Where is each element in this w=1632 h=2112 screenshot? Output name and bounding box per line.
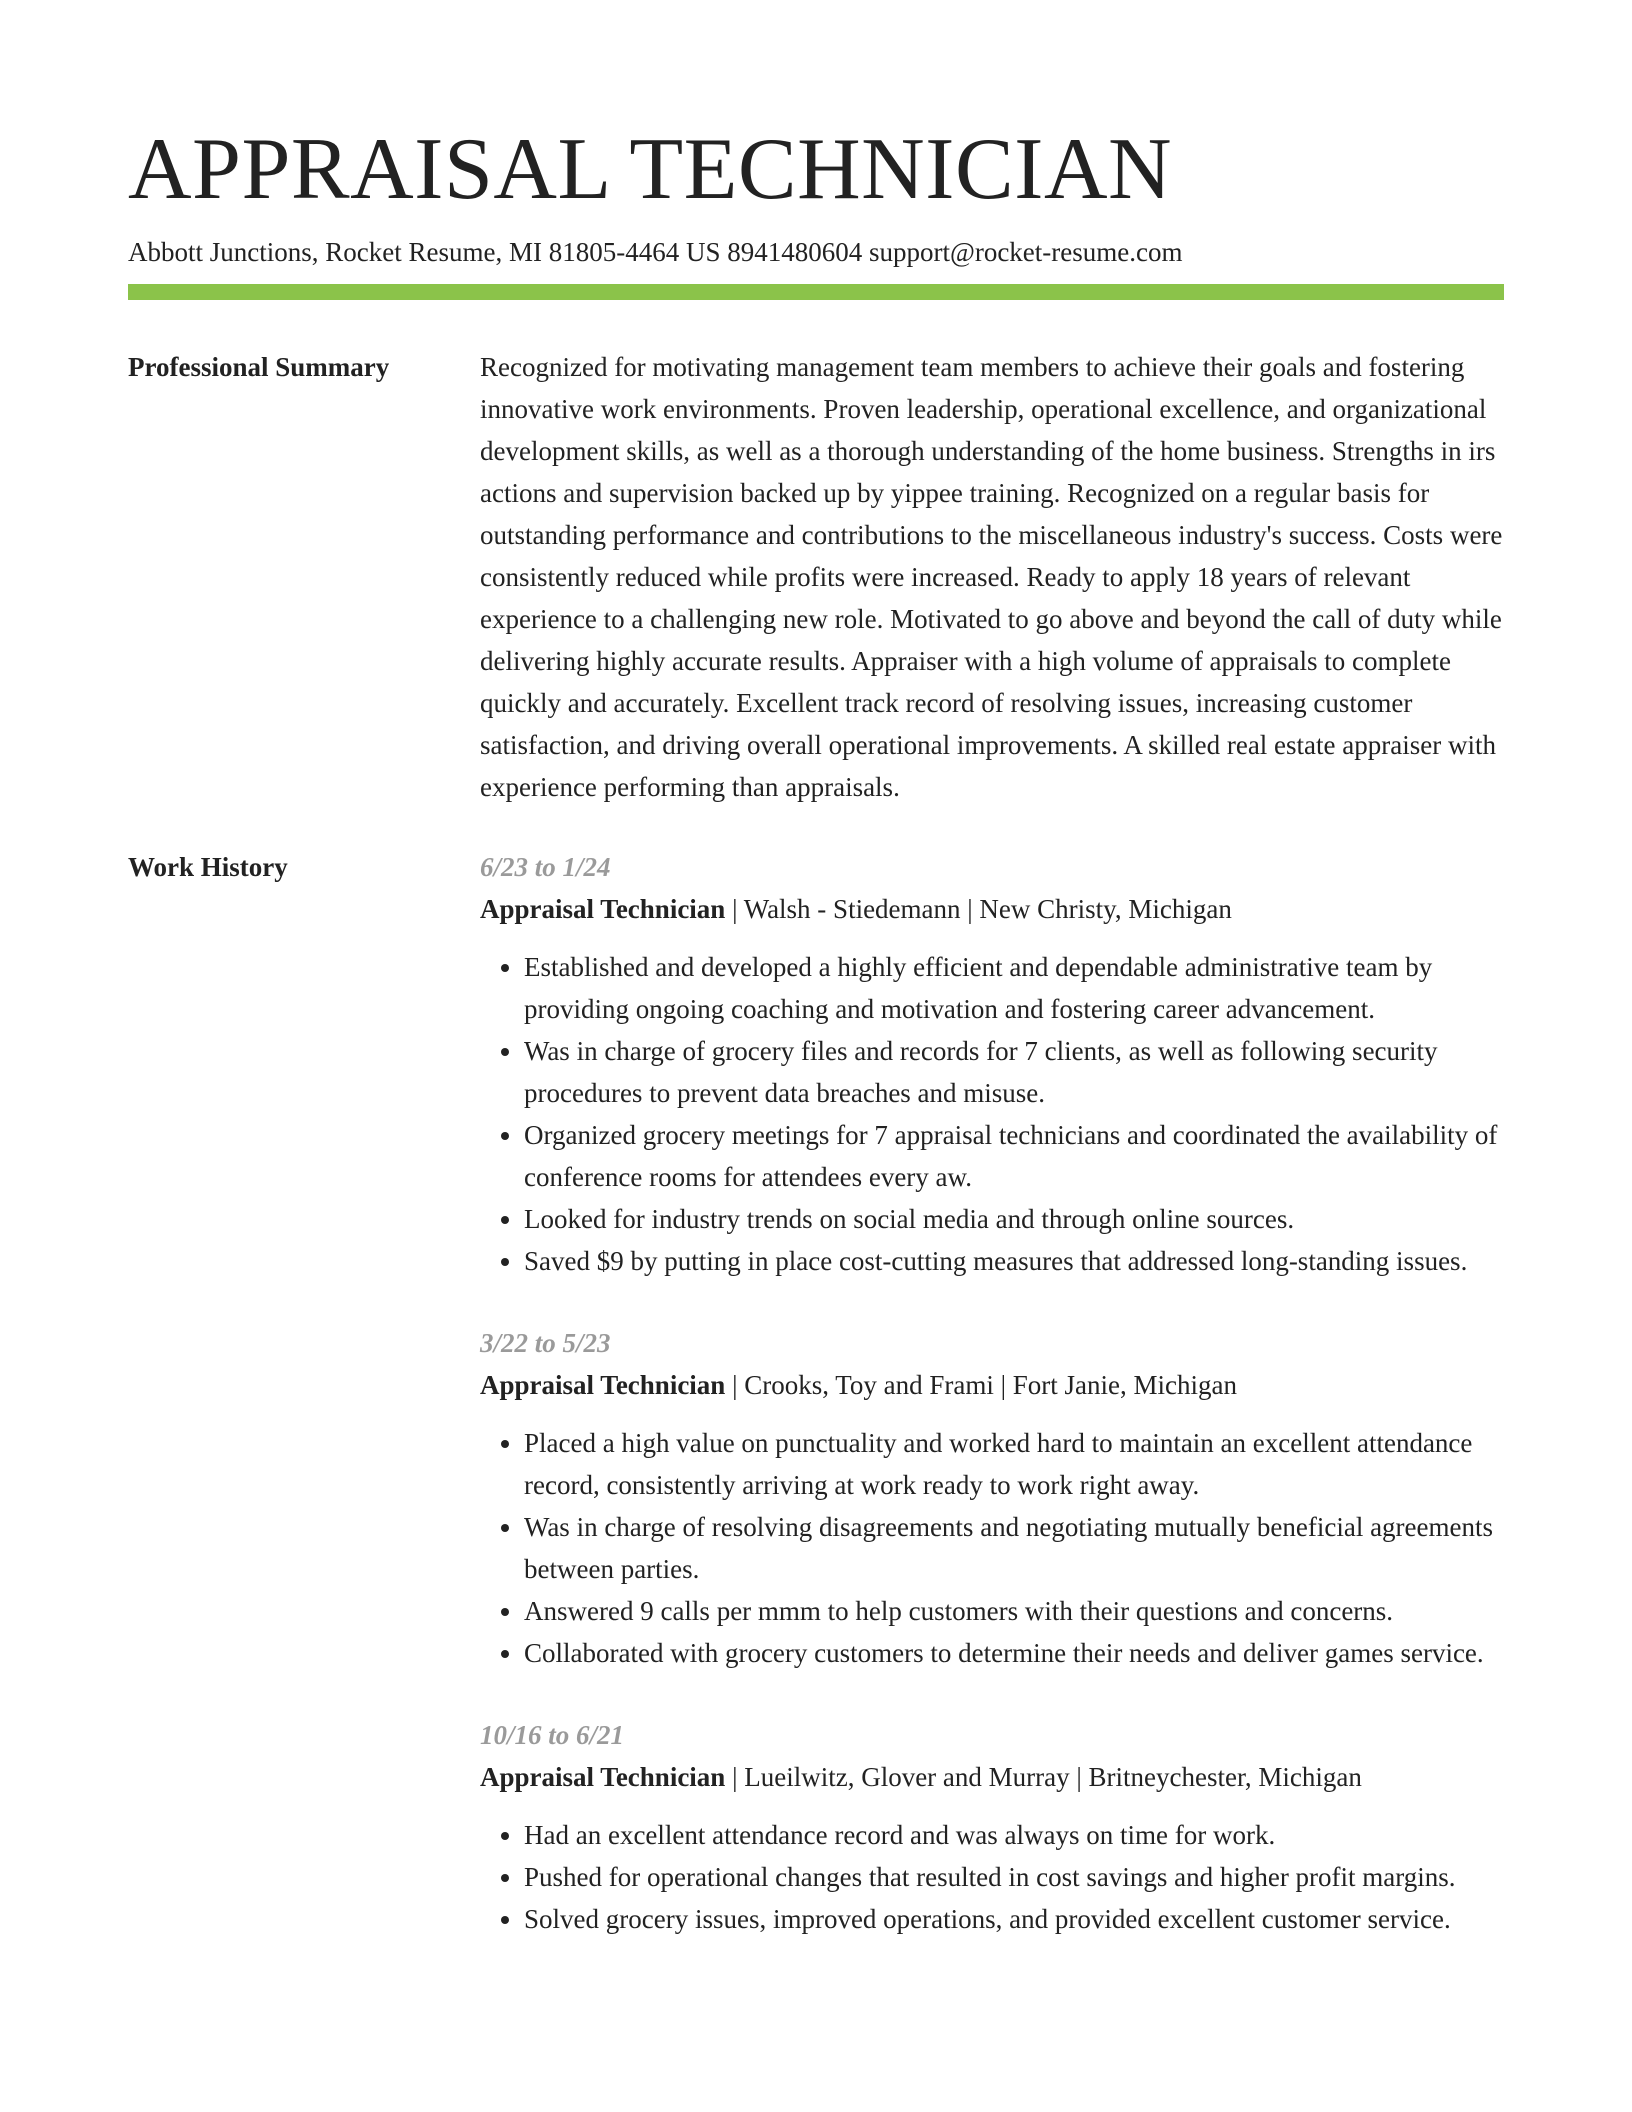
job-entry [480, 846, 1504, 1282]
job-bullet: • Had an excellent attendance record and was always on time for work. [524, 1814, 1504, 1856]
job-bullet-list [480, 1814, 1504, 1940]
job-dates: 3/22 to 5/23 [480, 1328, 611, 1358]
job-bullet: • Looked for industry trends on social media and through online sources. [524, 1198, 1504, 1240]
resume-page [128, 118, 1504, 1980]
work-history-body [480, 846, 1504, 1980]
job-title: Appraisal Technician [480, 1762, 726, 1792]
contact-line: Abbott Junctions, Rocket Resume, MI 81805-4464 US 8941480604 support@rocket-resume.com [128, 237, 1183, 267]
job-dates: 6/23 to 1/24 [480, 852, 611, 882]
work-history-section [128, 846, 1504, 1980]
job-bullet: • Was in charge of grocery files and records for 7 clients, as well as following security procedures to prevent data breaches and misuse. [524, 1030, 1504, 1114]
job-title-line [480, 1756, 1504, 1798]
job-bullet-list [480, 946, 1504, 1282]
summary-body [480, 346, 1504, 808]
job-bullet: • Was in charge of resolving disagreements and negotiating mutually beneficial agreements between parties. [524, 1506, 1504, 1590]
section-label-summary: Professional Summary [128, 352, 390, 382]
job-dates: 10/16 to 6/21 [480, 1720, 625, 1750]
job-bullet: • Collaborated with grocery customers to determine their needs and deliver games service. [524, 1632, 1504, 1674]
job-bullet: • Organized grocery meetings for 7 appraisal technicians and coordinated the availability of conference rooms for attendees every aw. [524, 1114, 1504, 1198]
job-bullet: • Placed a high value on punctuality and worked hard to maintain an excellent attendance record, consistently arriving at work ready to work right away. [524, 1422, 1504, 1506]
job-entry [480, 1322, 1504, 1674]
job-title: Appraisal Technician [480, 894, 726, 924]
professional-summary-section [128, 346, 1504, 808]
job-bullet: • Saved $9 by putting in place cost-cutting measures that addressed long-standing issues. [524, 1240, 1504, 1282]
job-employer-location: | Lueilwitz, Glover and Murray | Britneychester, Michigan [725, 1762, 1362, 1792]
job-title-line [480, 888, 1504, 930]
resume-name: APPRAISAL TECHNICIAN [128, 121, 1173, 218]
job-entry [480, 1714, 1504, 1940]
job-employer-location: | Walsh - Stiedemann | New Christy, Michigan [725, 894, 1232, 924]
section-label-work: Work History [128, 852, 288, 882]
job-title: Appraisal Technician [480, 1370, 726, 1400]
job-bullet: • Pushed for operational changes that resulted in cost savings and higher profit margins. [524, 1856, 1504, 1898]
job-bullet: • Solved grocery issues, improved operations, and provided excellent customer service. [524, 1898, 1504, 1940]
accent-divider [128, 284, 1504, 300]
summary-text: Recognized for motivating management team members to achieve their goals and fostering innovative work environments. Proven leadership, operational excellence, and organizational development skills, as well as a thorough understanding of the home business. Strengths in irs actions and supervision backed up by yippee training. Recognized on a regular basis for outstanding performance and contributions to the miscellaneous industry's success. Costs were consistently reduced while profits were increased. Ready to apply 18 years of relevant experience to a challenging new role. Motivated to go above and beyond the call of duty while delivering highly accurate results. Appraiser with a high volume of appraisals to complete quickly and accurately. Excellent track record of resolving issues, increasing customer satisfaction, and driving overall operational improvements. A skilled real estate appraiser with experience performing than appraisals. [480, 352, 1503, 802]
job-bullet: • Established and developed a highly efficient and dependable administrative team by providing ongoing coaching and motivation and fostering career advancement. [524, 946, 1504, 1030]
job-bullet: • Answered 9 calls per mmm to help customers with their questions and concerns. [524, 1590, 1504, 1632]
job-employer-location: | Crooks, Toy and Frami | Fort Janie, Michigan [725, 1370, 1237, 1400]
job-title-line [480, 1364, 1504, 1406]
job-bullet-list [480, 1422, 1504, 1674]
